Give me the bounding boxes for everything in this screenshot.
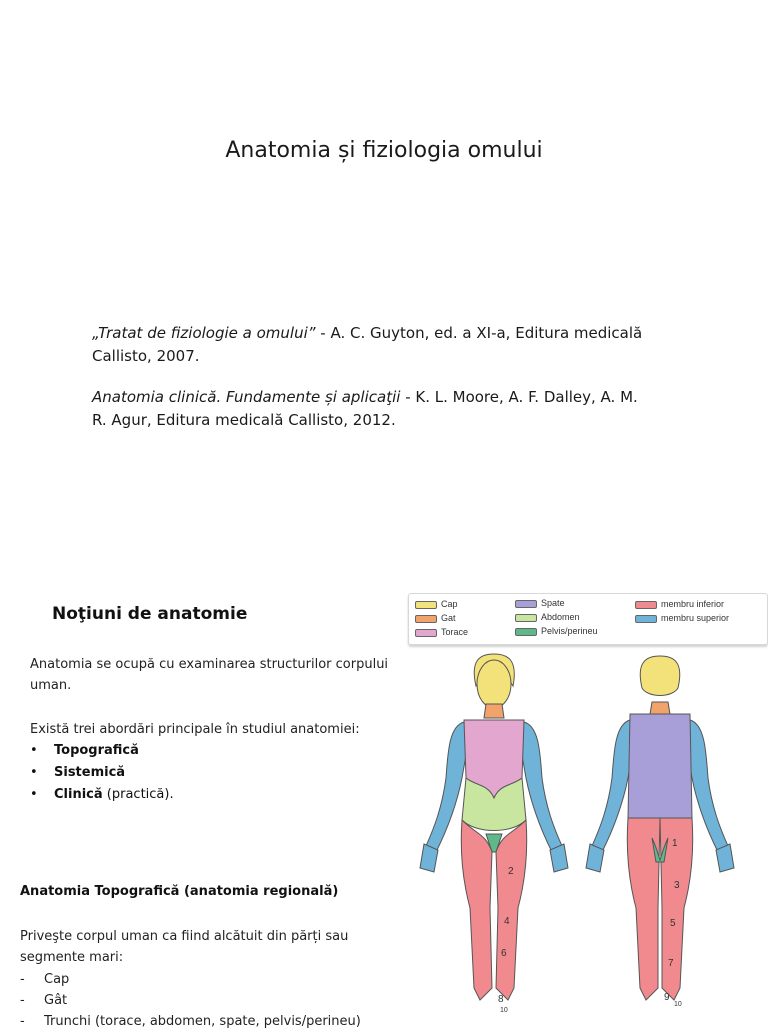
- reference-guyton-title: „Tratat de fiziologie a omului”: [92, 324, 316, 342]
- legend-item-spate: [515, 598, 565, 608]
- back-hair: [640, 656, 680, 696]
- reference-guyton-details: - A. C. Guyton, ed. a XI-a, Editura medicală Callisto, 2007.: [92, 324, 643, 365]
- back-neck: [650, 702, 670, 714]
- legend-swatch: [515, 614, 537, 622]
- front-number: 10: [500, 1007, 508, 1014]
- slide-title: Anatomia și fiziologia omului: [225, 138, 543, 163]
- approach-label: Topografică: [54, 743, 139, 758]
- figure-legend: [408, 593, 768, 645]
- reference-moore-details: - K. L. Moore, A. F. Dalley, A. M. R. Agur, Editura medicală Callisto, 2012.: [92, 388, 638, 429]
- section-heading: Noţiuni de anatomie: [52, 604, 248, 624]
- intro-text: Anatomia se ocupă cu examinarea structurilor corpului uman.: [30, 657, 389, 693]
- segment-item: - Trunchi (torace, abdomen, spate, pelvis/perineu): [20, 1011, 361, 1032]
- approach-item: [30, 762, 174, 784]
- approach-item: [30, 740, 174, 762]
- approaches-intro: Există trei abordări principale în studiul anatomiei:: [30, 722, 360, 737]
- reference-guyton: [92, 322, 652, 368]
- reference-moore: [92, 386, 652, 432]
- legend-swatch: [515, 600, 537, 608]
- legend-label: Torace: [441, 627, 469, 637]
- back-trunk: [628, 714, 692, 818]
- legend-label: Cap: [441, 599, 458, 609]
- legend-item-pelvis: [515, 626, 598, 636]
- front-number: 2: [508, 866, 514, 877]
- approach-tail: (practică).: [102, 787, 174, 802]
- front-number: 8: [498, 994, 504, 1005]
- anterior-figure: [420, 654, 568, 1000]
- legend-item-abdomen: [515, 612, 580, 622]
- body-regions-figure: [400, 648, 768, 1024]
- front-leg-right: [496, 820, 527, 1000]
- topographic-heading: Anatomia Topografică (anatomia regională): [20, 884, 339, 899]
- legend-item-membru-superior: [635, 613, 729, 623]
- front-number: 4: [504, 916, 510, 927]
- legend-swatch: [515, 628, 537, 636]
- legend-label: Pelvis/perineu: [541, 626, 598, 636]
- legend-label: membru inferior: [661, 599, 725, 609]
- legend-item-gat: [415, 613, 456, 623]
- legend-label: Abdomen: [541, 612, 580, 622]
- legend-swatch: [635, 601, 657, 609]
- back-number: 3: [674, 880, 680, 891]
- reference-moore-title: Anatomia clinică. Fundamente și aplicaţii: [92, 388, 401, 406]
- approach-label: Sistemică: [54, 765, 126, 780]
- front-neck: [484, 704, 504, 718]
- posterior-figure: [586, 656, 734, 1000]
- topographic-intro: Priveşte corpul uman ca fiind alcătuit din părți sau segmente mari:: [20, 929, 349, 965]
- legend-label: Spate: [541, 598, 565, 608]
- back-number: 10: [674, 1001, 682, 1008]
- legend-swatch: [635, 615, 657, 623]
- legend-item-cap: [415, 599, 458, 609]
- back-number: 7: [668, 958, 674, 969]
- legend-swatch: [415, 615, 437, 623]
- front-number: 6: [501, 948, 507, 959]
- legend-item-torace: [415, 627, 468, 637]
- legend-item-membru-inferior: [635, 599, 724, 609]
- back-number: 9: [664, 992, 670, 1003]
- back-number: 1: [672, 838, 678, 849]
- references: [92, 322, 652, 450]
- legend-swatch: [415, 601, 437, 609]
- front-leg-left: [461, 820, 492, 1000]
- approach-label: Clinică: [54, 787, 103, 802]
- back-number: 5: [670, 918, 676, 929]
- segment-item: - Cap: [20, 969, 361, 990]
- approach-item: [30, 784, 174, 806]
- front-head: [477, 660, 511, 708]
- legend-label: Gat: [441, 613, 456, 623]
- legend-label: membru superior: [661, 613, 730, 623]
- segments-list: [20, 969, 361, 1032]
- approaches-list: [30, 740, 174, 806]
- segment-item: - Gât: [20, 990, 361, 1011]
- legend-swatch: [415, 629, 437, 637]
